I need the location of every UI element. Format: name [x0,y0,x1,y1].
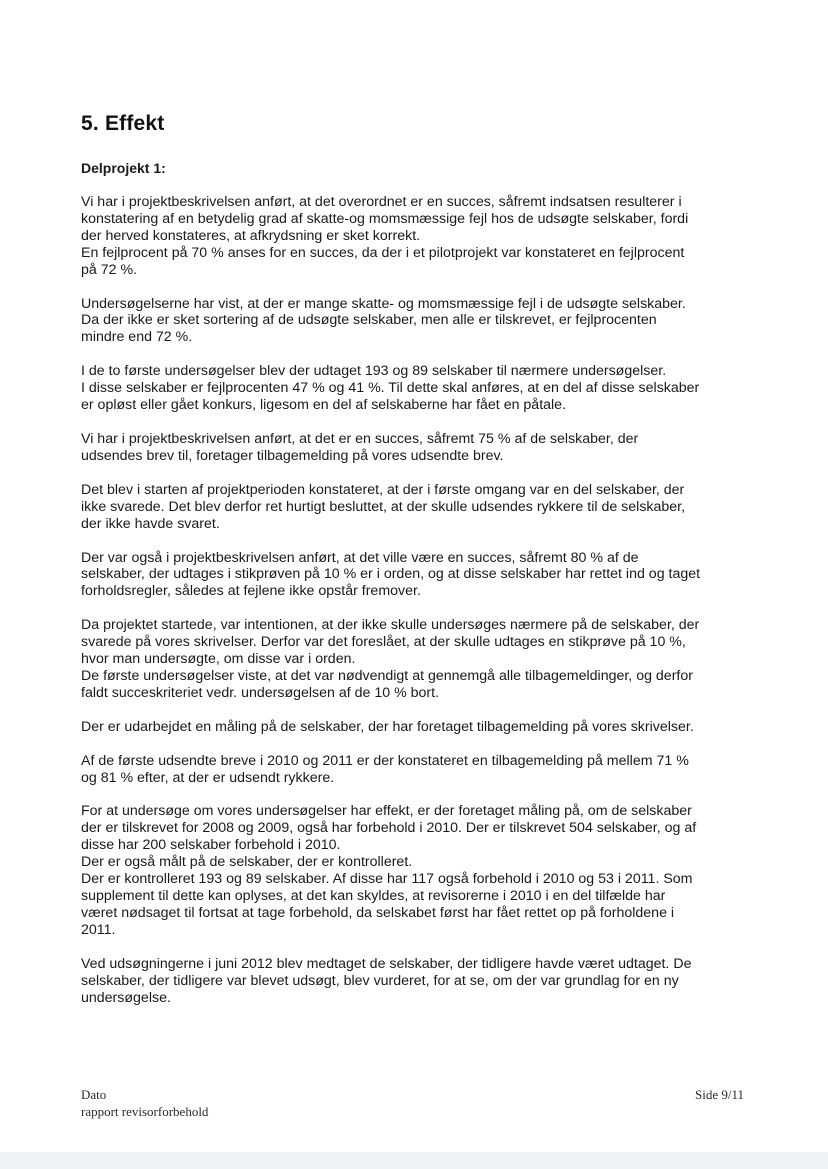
paragraph [81,194,761,279]
text-line: Der er udarbejdet en måling på de selskaber, der har foretaget tilbagemelding på vores skrivelser. [81,718,694,735]
footer-report-name: rapport revisorforbehold [81,1103,209,1119]
paragraph [81,550,761,601]
text-line: Da der ikke er sket sortering af de udsøgte selskaber, men alle er tilskrevet, er fejlprocenten [81,312,657,329]
text-line: Af de første udsendte breve i 2010 og 2011 er der konstateret en tilbagemelding på mellem 71 % [81,752,689,769]
text-line: undersøgelse. [81,989,171,1006]
text-line: og 81 % efter, at der er udsendt rykkere. [81,769,335,786]
text-line: selskaber, der udtages i stikprøven på 10 % er i orden, og at disse selskaber har rettet ind og taget [81,566,701,583]
page-number: Side 9/11 [695,1087,744,1102]
text-line: udsendes brev til, foretager tilbagemelding på vores udsendte brev. [81,447,504,464]
text-line: der ikke havde svaret. [81,515,220,532]
text-line: der er tilskrevet for 2008 og 2009, også har forbehold i 2010. Der er tilskrevet 504 selskaber, og af [81,820,697,837]
text-line: ikke svarede. Det blev derfor ret hurtigt besluttet, at der skulle udsendes rykkere til de selskaber, [81,498,686,515]
text-line: 2011. [81,921,116,938]
text-line: på 72 %. [81,261,138,278]
paragraph [81,431,761,465]
paragraph [81,956,761,1007]
text-line: Da projektet startede, var intentionen, at der ikke skulle undersøges nærmere på de selskaber, der [81,617,700,634]
text-line: faldt succeskriteriet vedr. undersøgelsen af de 10 % bort. [81,684,440,701]
text-line: En fejlprocent på 70 % anses for en succes, da der i et pilotprojekt var konstateret en fejlprocent [81,244,685,261]
scan-edge [0,1152,828,1169]
text-line: hvor man undersøgte, om disse var i orden. [81,651,356,668]
text-line: Vi har i projektbeskrivelsen anført, at det er en succes, såfremt 75 % af de selskaber, der [81,430,639,447]
text-line: disse har 200 selskaber forbehold i 2010. [81,837,341,854]
paragraph [81,363,761,414]
text-line: Det blev i starten af projektperioden konstateret, at der i første omgang var en del selskaber, der [81,481,685,498]
text-line: forholdsregler, således at fejlene ikke opstår fremover. [81,583,421,600]
text-line: De første undersøgelser viste, at det var nødvendigt at gennemgå alle tilbagemeldinger, og derfor [81,667,693,684]
text-line: I disse selskaber er fejlprocenten 47 % og 41 %. Til dette skal anføres, at en del af disse selskaber [81,380,700,397]
text-line: Der er kontrolleret 193 og 89 selskaber. Af disse har 117 også forbehold i 2010 og 53 i 2011. Som [81,871,693,888]
text-line: Ved udsøgningerne i juni 2012 blev medtaget de selskaber, der tidligere havde været udtaget. De [81,955,692,972]
body-text [81,194,761,1023]
text-line: Der er også målt på de selskaber, der er kontrolleret. [81,854,413,871]
text-line: Vi har i projektbeskrivelsen anført, at det overordnet er en succes, såfremt indsatsen resulterer i [81,194,682,210]
paragraph [81,617,761,702]
text-line: Der var også i projektbeskrivelsen anført, at det ville være en succes, såfremt 80 % af de [81,549,639,566]
paragraph [81,803,761,938]
footer-left [81,1087,208,1120]
subproject-heading: Delprojekt 1: [81,160,166,176]
text-line: selskaber, der tidligere var blevet udsøgt, blev vurderet, for at se, om der var grundlag for en ny [81,972,679,989]
text-line: svarede på vores skrivelser. Derfor var det foreslået, at der skulle udtages en stikprøve på 10 %, [81,634,686,651]
section-heading: 5. Effekt [81,112,165,135]
paragraph [81,482,761,533]
text-line: supplement til dette kan oplyses, at det kan skyldes, at revisorerne i 2010 i en del tilfælde har [81,888,666,904]
paragraph [81,753,761,787]
footer-date-label: Dato [81,1087,107,1102]
text-line: været nødsaget til fortsat at tage forbehold, da selskabet først har fået rettet op på forholdene i [81,904,675,921]
text-line: For at undersøge om vores undersøgelser har effekt, er der foretaget måling på, om de selskaber [81,803,692,820]
text-line: der herved konstateres, at afkrydsning er sket korrekt. [81,227,421,244]
text-line: I de to første undersøgelser blev der udtaget 193 og 89 selskaber til nærmere undersøgelser. [81,363,667,380]
text-line: mindre end 72 %. [81,329,193,346]
text-line: Undersøgelserne har vist, at der er mange skatte- og momsmæssige fejl i de udsøgte selskaber. [81,295,686,312]
text-line: konstatering af en betydelig grad af skatte-og momsmæssige fejl hos de udsøgte selskaber, fordi [81,210,689,227]
text-line: er opløst eller gået konkurs, ligesom en del af selskaberne har fået en påtale. [81,397,567,414]
paragraph [81,296,761,347]
paragraph [81,719,761,736]
